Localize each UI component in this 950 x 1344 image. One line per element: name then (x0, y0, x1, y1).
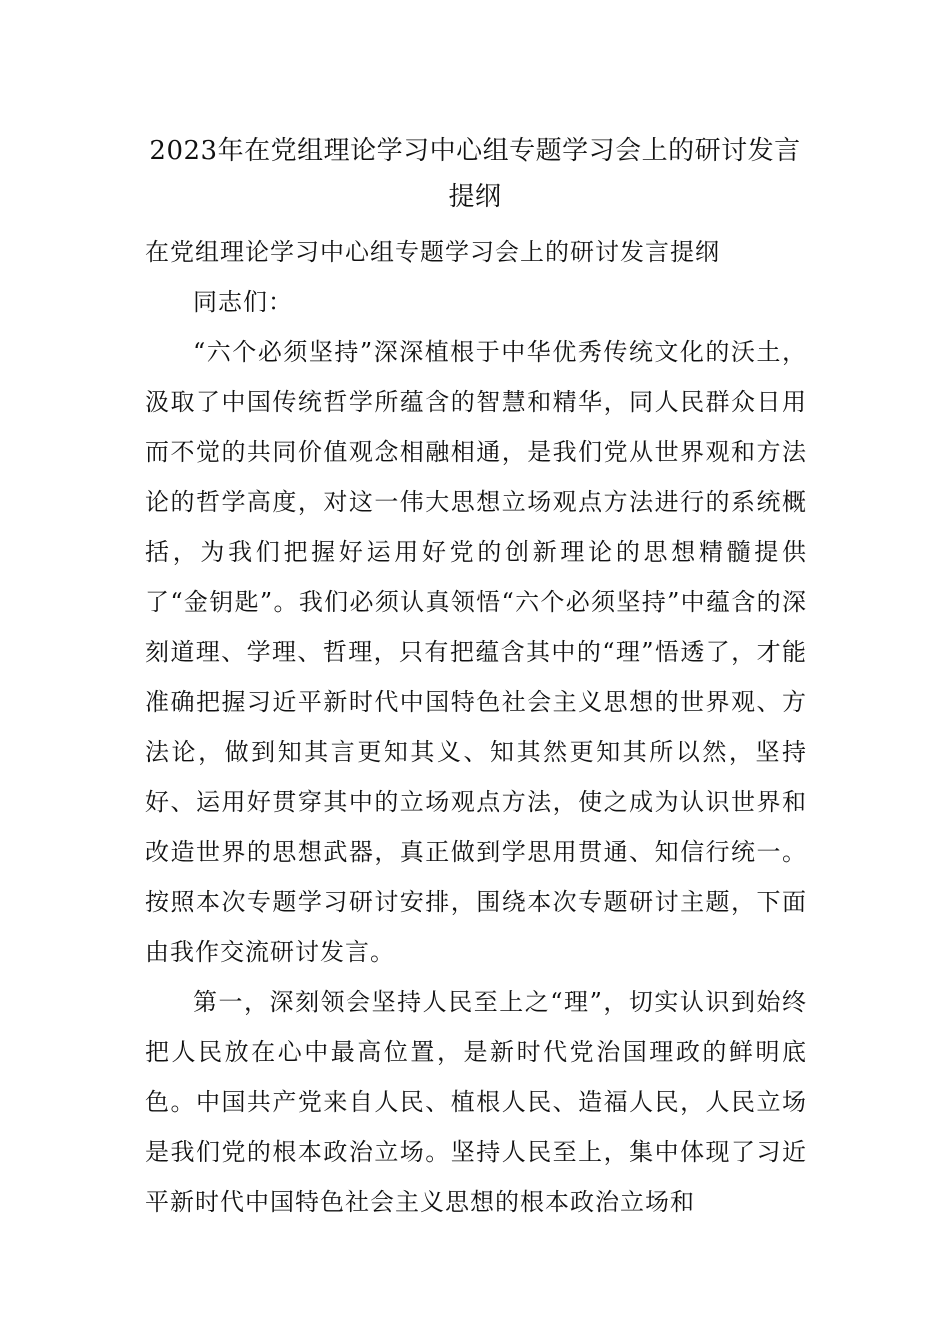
paragraph-1: “六个必须坚持”深深植根于中华优秀传统文化的沃土，汲取了中国传统哲学所蕴含的智慧和精华，同人民群众日用而不觉的共同价值观念相融相通，是我们党从世界观和方法论的哲学高度，对这一伟大思想立场观点方法进行的系统概括，为我们把握好运用好党的创新理论的思想精髓提供了“金钥匙”。我们必须认真领悟“六个必须坚持”中蕴含的深刻道理、学理、哲理，只有把蕴含其中的“理”悟透了，才能准确把握习近平新时代中国特色社会主义思想的世界观、方法论，做到知其言更知其义、知其然更知其所以然，坚持好、运用好贯穿其中的立场观点方法，使之成为认识世界和改造世界的思想武器，真正做到学思用贯通、知信行统一。按照本次专题学习研讨安排，围绕本次专题研讨主题，下面由我作交流研讨发言。 (145, 338, 807, 966)
document-body (145, 227, 807, 1227)
paragraph-2: 第一，深刻领会坚持人民至上之“理”，切实认识到始终把人民放在心中最高位置，是新时代党治国理政的鲜明底色。中国共产党来自人民、植根人民、造福人民，人民立场是我们党的根本政治立场。坚持人民至上，集中体现了习近平新时代中国特色社会主义思想的根本政治立场和 (145, 988, 807, 1216)
greeting: 同志们： (193, 288, 293, 316)
document-subtitle: 在党组理论学习中心组专题学习会上的研讨发言提纲 (145, 238, 720, 266)
document-title: 2023年在党组理论学习中心组专题学习会上的研讨发言提纲 (149, 136, 801, 212)
